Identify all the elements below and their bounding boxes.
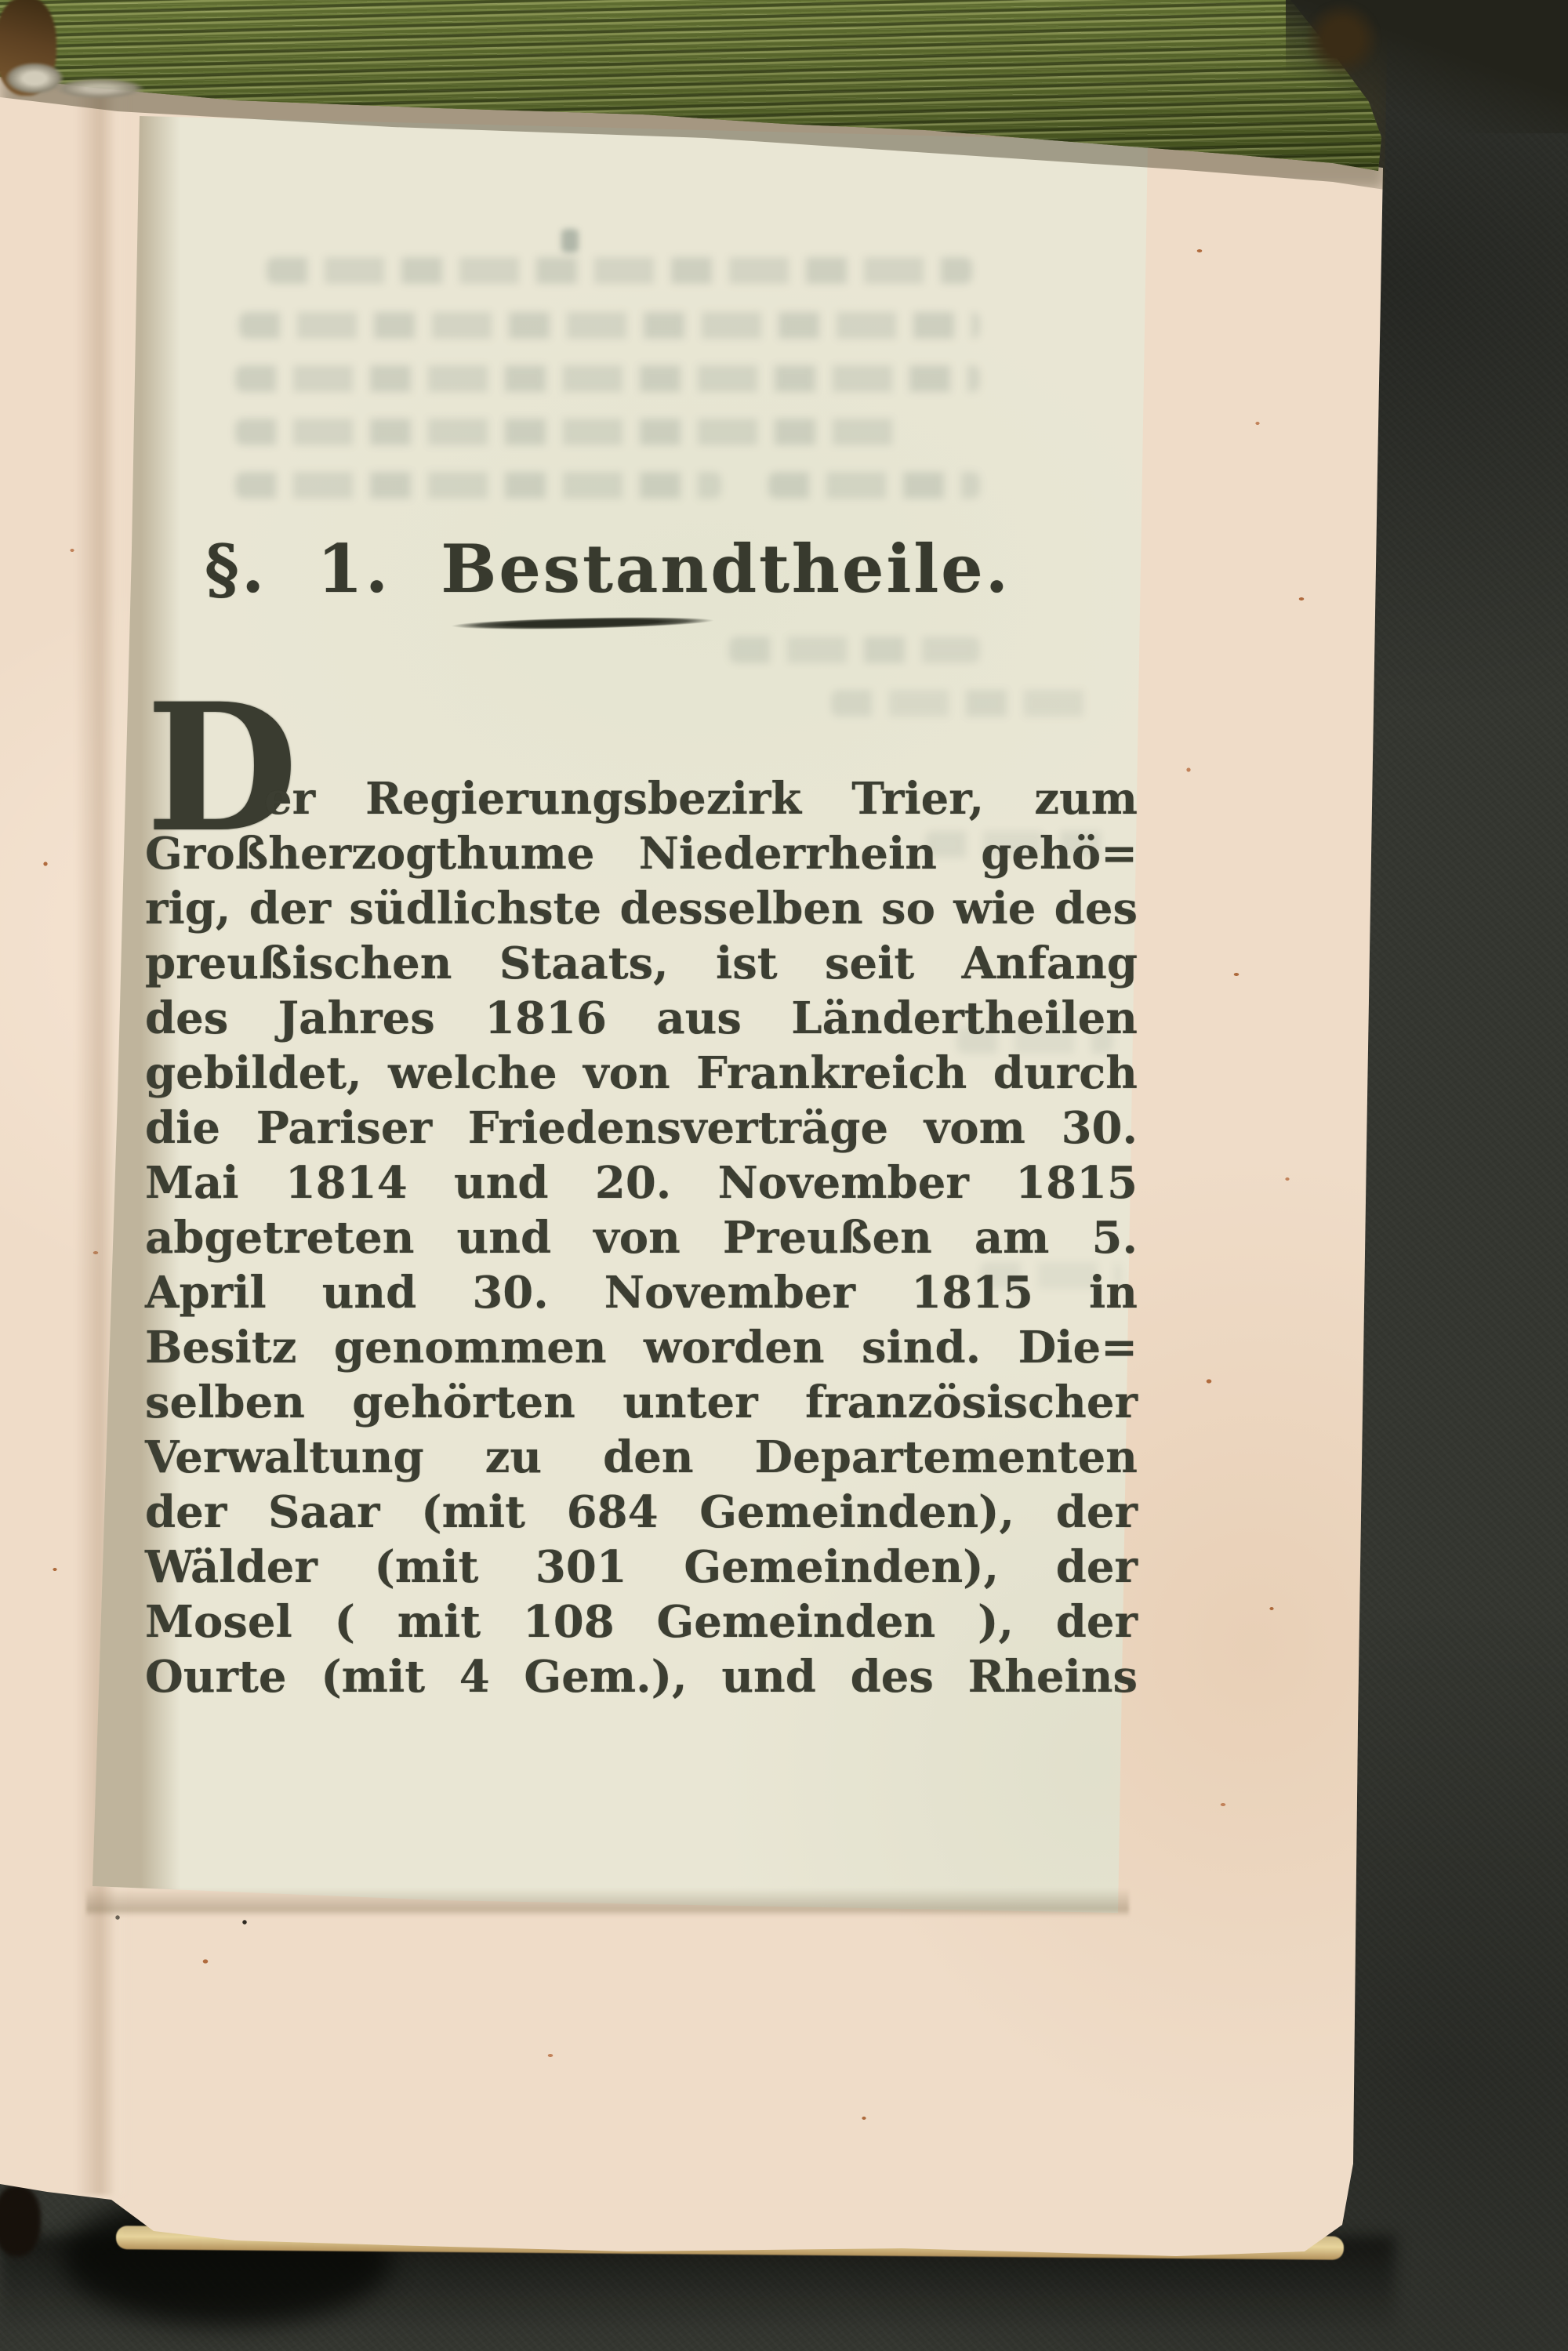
body-line: des Jahres 1816 aus Ländertheilen [145, 992, 1138, 1044]
body-line: abgetreten und von Preußen am 5. [145, 1212, 1138, 1264]
body-line: Besitz genommen worden sind. Die= [145, 1322, 1138, 1373]
body-line: die Pariser Friedensverträge vom 30. [145, 1102, 1138, 1154]
body-line: rig, der südlichste desselben so wie des [145, 883, 1138, 934]
body-text [145, 771, 1138, 1704]
bleed-through-row [235, 472, 721, 499]
section-heading: §. 1. Bestandtheile. [205, 530, 1011, 608]
body-line: Verwaltung zu den Departementen [145, 1431, 1138, 1483]
body-line: Ourte (mit 4 Gem.), und des Rheins [145, 1651, 1138, 1703]
body-line: Wälder (mit 301 Gemeinden), der [145, 1541, 1138, 1593]
book-cover-corner-leather [1295, 0, 1389, 86]
body-line: Mosel ( mit 108 Gemeinden ), der [145, 1596, 1138, 1648]
drop-cap: D [146, 665, 299, 871]
body-line: selben gehörten unter französischer [145, 1377, 1138, 1428]
body-line: Großherzogthume Niederrhein gehö= [145, 828, 1138, 880]
bleed-through-row [768, 472, 980, 499]
body-line: er Regierungsbezirk Trier, zum [264, 773, 1138, 825]
bleed-through-page-number [561, 229, 579, 252]
bleed-through-row [239, 312, 980, 339]
body-line: preußischen Staats, ist seit Anfang [145, 938, 1138, 989]
bleed-through-row [235, 365, 980, 392]
cover-corner-bottom-left [0, 2186, 41, 2256]
endband [41, 75, 158, 102]
bleed-through-row [831, 690, 1090, 717]
body-line: der Saar (mit 684 Gemeinden), der [145, 1486, 1138, 1538]
body-line: gebildet, welche von Frankreich durch [145, 1047, 1138, 1099]
bleed-through-row [729, 637, 980, 663]
text-leaf-bottom-edge [86, 1875, 1129, 1919]
bleed-through-row [235, 419, 909, 445]
body-line: April und 30. November 1815 in [145, 1267, 1138, 1319]
bleed-through-row [267, 257, 972, 284]
body-line: Mai 1814 und 20. November 1815 [145, 1157, 1138, 1209]
